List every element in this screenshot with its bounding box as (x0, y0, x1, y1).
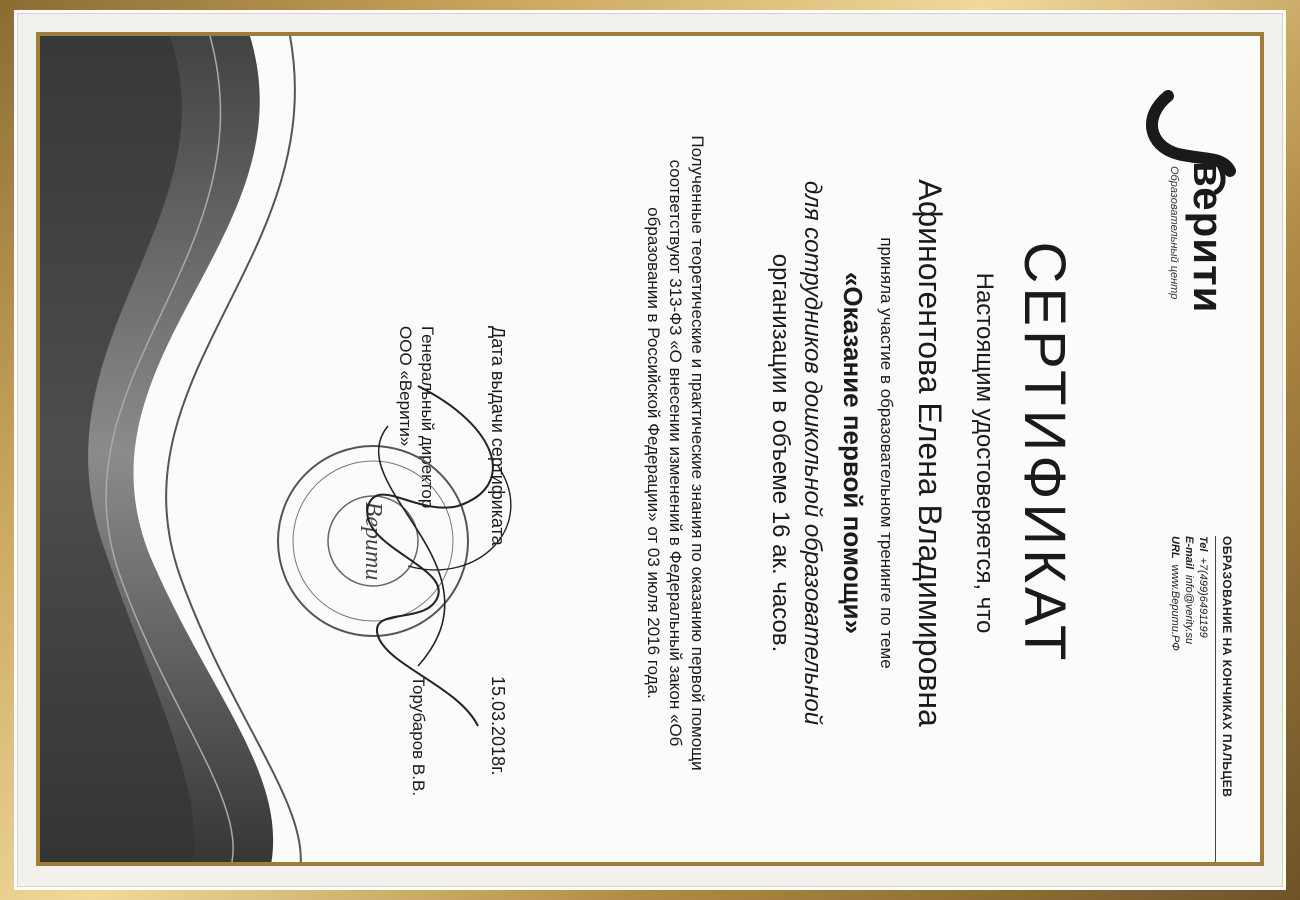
signature (318, 366, 538, 746)
director-name: Торубаров В.В. (409, 676, 428, 797)
contact-block (1167, 536, 1234, 866)
recipient-name: Афиногентова Елена Владимировна (912, 179, 948, 727)
certificate-border (36, 32, 1264, 866)
law-statement: Полученные теоретические и практические знания по оказанию первой помощи соответствуют 313-ФЗ «О внесении изменений в Федеральный закон «Об образовании в Российской Федерации» от 03 июля 2016 года. (644, 135, 707, 771)
issue-date: 15.03.2018г. (488, 676, 508, 776)
director-title: Генеральный директор (418, 326, 437, 509)
brand-logo (1128, 76, 1238, 376)
audience-line-2: организации в объеме 16 ак. часов. (767, 253, 794, 653)
certificate-title: СЕРТИФИКАТ (1012, 241, 1077, 665)
contact-phone: Tel+7(499)6491199 (1197, 536, 1209, 638)
contact-email: E-mailinfo@verity.su (1183, 536, 1195, 645)
brand-name: верити (1185, 161, 1232, 314)
brand-subtitle: Образовательный центр (1168, 166, 1180, 300)
issue-date-label: Дата выдачи сертификата (488, 326, 508, 546)
stamp-label: Верити (360, 501, 386, 581)
audience-line-1: для сотрудников дошкольной образовательной (799, 180, 826, 726)
brand-tagline: ОБРАЗОВАНИЕ НА КОНЧИКАХ ПАЛЬЦЕВ (1215, 536, 1234, 866)
participation-text: приняла участие в образовательном тренинге по теме (877, 237, 896, 669)
contact-url: URLwww.Верити.РФ (1169, 536, 1181, 651)
certificate-intro: Настоящим удостоверяется, что (971, 272, 998, 634)
certificate-page (40, 36, 1264, 866)
training-topic: «Оказание первой помощи» (838, 271, 868, 635)
director-organization: ООО «Верити» (396, 326, 415, 447)
